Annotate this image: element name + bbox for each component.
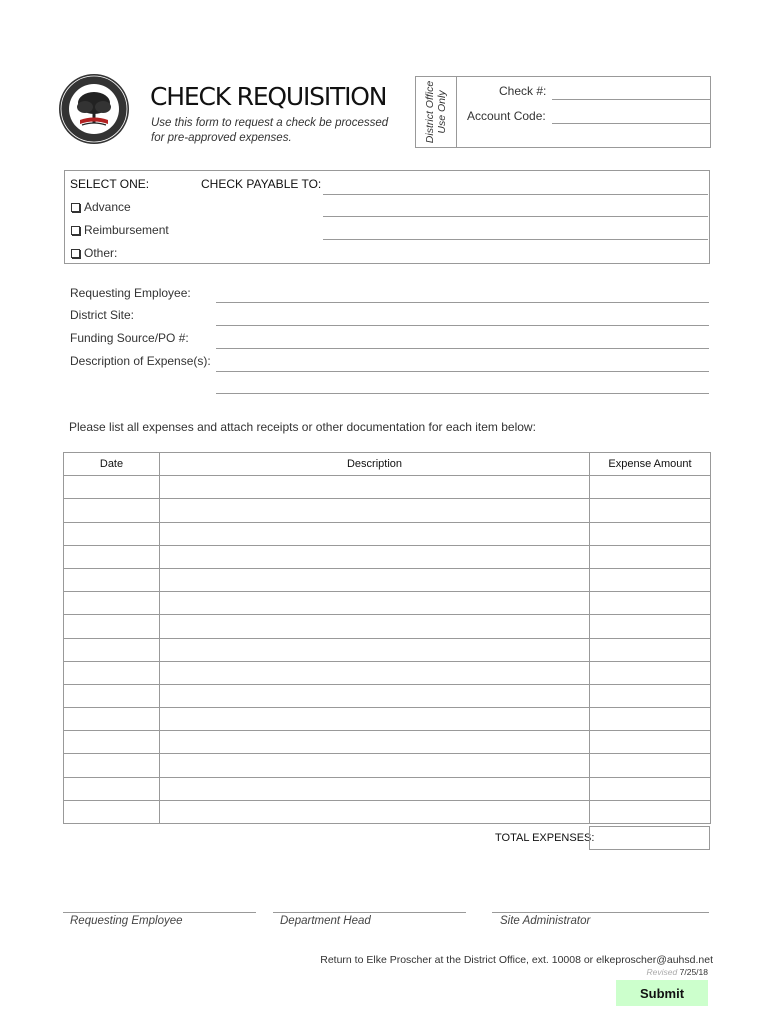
amount-cell[interactable] bbox=[590, 522, 711, 545]
description-label: Description of Expense(s): bbox=[70, 354, 211, 368]
funding-source-field[interactable] bbox=[216, 348, 709, 349]
signature-label-site-admin: Site Administrator bbox=[500, 915, 591, 927]
district-seal-logo bbox=[58, 73, 130, 145]
signature-line-department-head[interactable] bbox=[273, 912, 466, 913]
office-label-line1: District Office bbox=[424, 80, 436, 144]
description-cell[interactable] bbox=[160, 545, 590, 568]
check-number-field[interactable] bbox=[552, 99, 710, 100]
option-other-label: Other: bbox=[84, 246, 118, 260]
total-expenses-label: TOTAL EXPENSES: bbox=[495, 832, 595, 844]
date-cell[interactable] bbox=[64, 684, 160, 707]
description-cell[interactable] bbox=[160, 754, 590, 777]
requesting-employee-field[interactable] bbox=[216, 302, 709, 303]
amount-cell[interactable] bbox=[590, 708, 711, 731]
amount-cell[interactable] bbox=[590, 476, 711, 499]
payable-to-line-1[interactable] bbox=[323, 194, 708, 195]
description-cell[interactable] bbox=[160, 615, 590, 638]
amount-column-header: Expense Amount bbox=[590, 453, 711, 476]
description-field-line-1[interactable] bbox=[216, 371, 709, 372]
payment-type-section bbox=[64, 170, 710, 264]
description-cell[interactable] bbox=[160, 499, 590, 522]
table-row bbox=[64, 777, 711, 800]
date-cell[interactable] bbox=[64, 731, 160, 754]
checkbox-reimbursement[interactable] bbox=[71, 226, 80, 235]
table-row bbox=[64, 731, 711, 754]
description-cell[interactable] bbox=[160, 800, 590, 823]
description-cell[interactable] bbox=[160, 777, 590, 800]
requesting-employee-label: Requesting Employee: bbox=[70, 286, 191, 300]
description-cell[interactable] bbox=[160, 638, 590, 661]
revised-date bbox=[647, 967, 708, 977]
district-site-field[interactable] bbox=[216, 325, 709, 326]
checkbox-other[interactable] bbox=[71, 249, 80, 258]
date-cell[interactable] bbox=[64, 615, 160, 638]
option-reimbursement[interactable] bbox=[71, 223, 169, 237]
date-cell[interactable] bbox=[64, 777, 160, 800]
form-subtitle: Use this form to request a check be processed for pre-approved expenses. bbox=[151, 117, 389, 144]
table-row bbox=[64, 661, 711, 684]
district-site-label: District Site: bbox=[70, 308, 135, 322]
payable-to-line-3[interactable] bbox=[323, 239, 708, 240]
expense-instructions: Please list all expenses and attach receipts or other documentation for each item below: bbox=[69, 420, 536, 434]
amount-cell[interactable] bbox=[590, 800, 711, 823]
signature-line-site-admin[interactable] bbox=[492, 912, 709, 913]
date-cell[interactable] bbox=[64, 754, 160, 777]
check-payable-to-label: CHECK PAYABLE TO: bbox=[201, 177, 322, 191]
amount-cell[interactable] bbox=[590, 545, 711, 568]
date-cell[interactable] bbox=[64, 522, 160, 545]
description-field-line-2[interactable] bbox=[216, 393, 709, 394]
signature-line-employee[interactable] bbox=[63, 912, 256, 913]
description-cell[interactable] bbox=[160, 476, 590, 499]
table-row bbox=[64, 615, 711, 638]
total-expenses-field[interactable] bbox=[589, 826, 710, 850]
table-row bbox=[64, 684, 711, 707]
amount-cell[interactable] bbox=[590, 499, 711, 522]
table-header-row bbox=[64, 453, 711, 476]
funding-source-label: Funding Source/PO #: bbox=[70, 331, 189, 345]
date-cell[interactable] bbox=[64, 800, 160, 823]
table-row bbox=[64, 476, 711, 499]
description-cell[interactable] bbox=[160, 684, 590, 707]
account-code-field[interactable] bbox=[552, 123, 710, 124]
check-number-label: Check #: bbox=[499, 84, 547, 98]
table-row bbox=[64, 638, 711, 661]
table-row bbox=[64, 592, 711, 615]
signature-label-employee: Requesting Employee bbox=[70, 915, 183, 927]
amount-cell[interactable] bbox=[590, 754, 711, 777]
date-cell[interactable] bbox=[64, 708, 160, 731]
payable-to-line-2[interactable] bbox=[323, 216, 708, 217]
revised-label: Revised bbox=[646, 967, 678, 977]
date-cell[interactable] bbox=[64, 638, 160, 661]
description-cell[interactable] bbox=[160, 708, 590, 731]
checkbox-advance[interactable] bbox=[71, 203, 80, 212]
table-row bbox=[64, 800, 711, 823]
option-advance[interactable] bbox=[71, 200, 131, 214]
account-code-label: Account Code: bbox=[467, 109, 546, 123]
description-cell[interactable] bbox=[160, 592, 590, 615]
option-advance-label: Advance bbox=[84, 200, 131, 214]
date-cell[interactable] bbox=[64, 568, 160, 591]
table-row bbox=[64, 568, 711, 591]
submit-button[interactable]: Submit bbox=[616, 980, 708, 1006]
description-cell[interactable] bbox=[160, 522, 590, 545]
signature-label-department-head: Department Head bbox=[280, 915, 371, 927]
description-column-header: Description bbox=[160, 453, 590, 476]
district-office-vertical-label bbox=[415, 76, 457, 148]
option-other[interactable] bbox=[71, 246, 117, 260]
amount-cell[interactable] bbox=[590, 615, 711, 638]
amount-cell[interactable] bbox=[590, 731, 711, 754]
expense-table bbox=[63, 452, 711, 824]
date-cell[interactable] bbox=[64, 661, 160, 684]
table-row bbox=[64, 545, 711, 568]
amount-cell[interactable] bbox=[590, 592, 711, 615]
amount-cell[interactable] bbox=[590, 661, 711, 684]
description-cell[interactable] bbox=[160, 661, 590, 684]
date-cell[interactable] bbox=[64, 499, 160, 522]
table-row bbox=[64, 499, 711, 522]
return-instructions: Return to Elke Proscher at the District Office, ext. 10008 or elkeproscher@auhsd.net bbox=[320, 954, 713, 966]
date-cell[interactable] bbox=[64, 476, 160, 499]
date-cell[interactable] bbox=[64, 545, 160, 568]
description-cell[interactable] bbox=[160, 731, 590, 754]
date-column-header: Date bbox=[64, 453, 160, 476]
date-cell[interactable] bbox=[64, 592, 160, 615]
district-office-box bbox=[415, 76, 711, 148]
amount-cell[interactable] bbox=[590, 638, 711, 661]
form-title: CHECK REQUISITION bbox=[150, 82, 387, 111]
table-row bbox=[64, 754, 711, 777]
table-row bbox=[64, 708, 711, 731]
description-cell[interactable] bbox=[160, 568, 590, 591]
revised-date-value: 7/25/18 bbox=[679, 967, 708, 977]
amount-cell[interactable] bbox=[590, 568, 711, 591]
amount-cell[interactable] bbox=[590, 684, 711, 707]
office-label-line2: Use Only bbox=[436, 90, 448, 134]
select-one-label: SELECT ONE: bbox=[70, 177, 150, 191]
option-reimbursement-label: Reimbursement bbox=[84, 223, 169, 237]
table-row bbox=[64, 522, 711, 545]
amount-cell[interactable] bbox=[590, 777, 711, 800]
